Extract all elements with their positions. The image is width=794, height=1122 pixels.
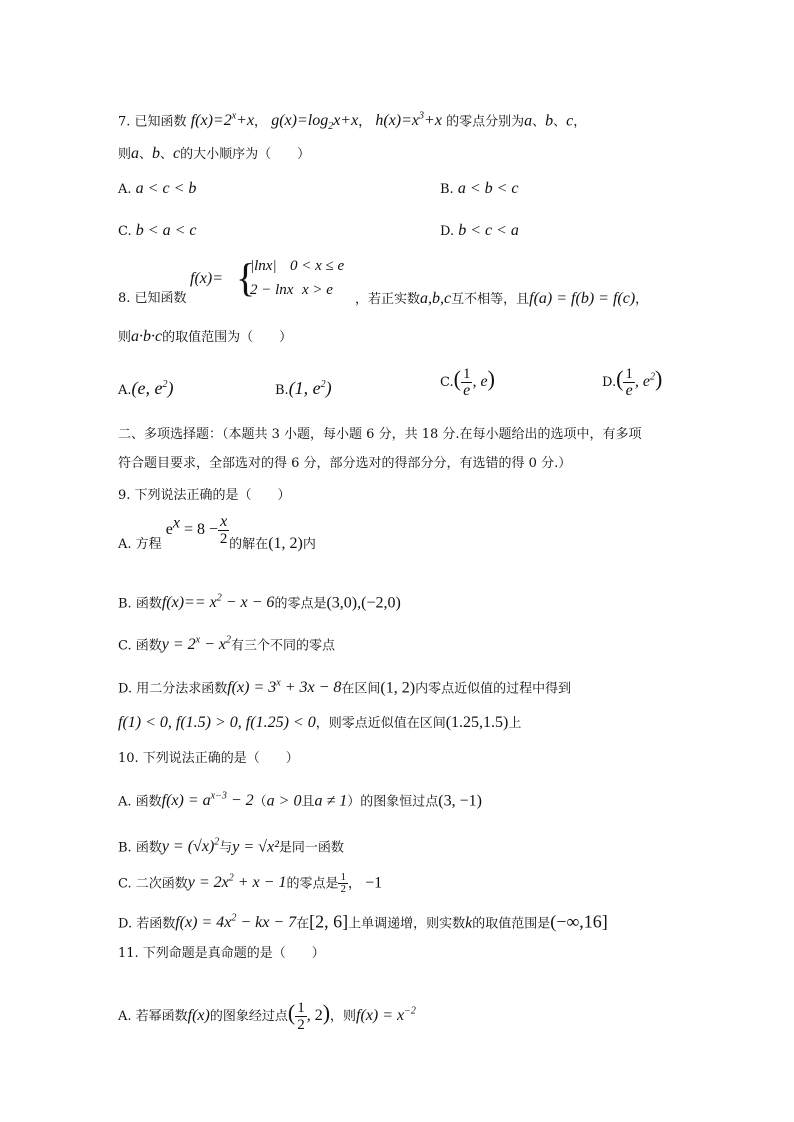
q8-piece1-expr: |lnx| xyxy=(250,258,277,274)
q8-piece2-cond: x > e xyxy=(302,282,333,298)
q7-mid: 的零点分别为 xyxy=(446,114,525,130)
q8-brace: { xyxy=(236,255,256,300)
q10-stem: 10. 下列说法正确的是（ ） xyxy=(118,751,299,766)
q7-stem-line2: 则a、b、c的大小顺序为（ ） xyxy=(118,145,311,162)
q8-option-d: D.( $\frac{1}{e}$ , $e^2$) xyxy=(602,366,663,399)
q9-option-d-line2: f(1) < 0, f(1.5) > 0, f(1.25) < 0，则零点近似值在区间(1.25,1.5)上 xyxy=(118,714,522,731)
q8-prefix: 8. 已知函数 xyxy=(118,291,187,306)
q7-prefix: 7. 已知函数 xyxy=(118,114,187,130)
q7-option-d: D. b < c < a xyxy=(440,222,519,239)
q8-f: f(x)= xyxy=(190,270,223,287)
q9-option-b: B. 函数$f(x)== x^2 - x - 6$的零点是(3,0),(−2,0) xyxy=(118,593,401,612)
q7-h-def: $h(x)=x^3+x$ xyxy=(375,111,442,130)
q9-option-a: A. 方程 $e^x = 8$ − $\frac{x}{2}$ 的解在(1, 2)内 xyxy=(118,513,316,552)
q8-option-b: B.(1, $e^2$) xyxy=(275,378,332,398)
section2-line1: 二、多项选择题：（本题共 3 小题，每小题 6 分，共 18 分.在每小题给出的选项中，有多项 xyxy=(118,427,642,442)
q8-stem-line2: 则a·b·c的取值范围为（ ） xyxy=(118,328,293,345)
q10-option-a: A. 函数$f(x) = a^{x-3} - 2(a > 0$且a ≠ 1）的图象恒过点(3, −1) xyxy=(118,791,482,810)
q7-stem-line: 7. 已知函数 $f(x)=2^x+x$， $g(x)=\log_2x+x$， $h(x)=x^3+x$ 的零点分别为a、b、c， xyxy=(118,111,587,133)
q8-option-a: A.(e, $e^2$) xyxy=(118,378,174,398)
q8-option-c: C.( $\frac{1}{e}$ , e) xyxy=(440,366,495,399)
q7-option-b: B. a < b < c xyxy=(440,180,519,197)
section2-line2: 符合题目要求，全部选对的得 6 分，部分选对的得部分分，有选错的得 0 分.） xyxy=(118,456,572,471)
q11-stem: 11. 下列命题是真命题的是（ ） xyxy=(118,946,325,961)
q8-piece1-cond: 0 < x ≤ e xyxy=(290,258,345,274)
q10-option-c: C. 二次函数$y = 2x^2 + x - 1$的零点是 $\frac{1}{2}$ ， −1 xyxy=(118,871,383,896)
q8-stem-tail: ，若正实数a,b,c互不相等，且f(a) = f(b) = f(c)， xyxy=(355,290,649,307)
q7-f-def: $f(x)=2^x+x$ xyxy=(190,111,255,130)
q7-option-a: A. a < c < b xyxy=(118,180,197,197)
q10-option-b: B. 函数$y = (√x)^2$与y = √x²是同一函数 xyxy=(118,837,344,856)
q9-option-d: D. 用二分法求函数$f(x) = 3^x + 3x - 8$在区间(1, 2)内零点近似值的过程中得到 xyxy=(118,678,572,697)
q11-option-a: A. 若幂函数f(x)的图象经过点( $\frac{1}{2}$ , 2)，则$f(x) = x^{-2}$ xyxy=(118,1000,416,1033)
q8-piece2-expr: 2 − lnx xyxy=(250,282,294,298)
q10-option-d: D. 若函数$f(x) = 4x^2$ − kx − 7在[2, 6]上单调递增，则实数k的取值范围是(−∞,16] xyxy=(118,911,608,932)
q7-option-c: C. b < a < c xyxy=(118,222,197,239)
q7-g-def: $g(x)=\log_2x+x$ xyxy=(271,112,359,133)
q9-stem: 9. 下列说法正确的是（ ） xyxy=(118,488,291,503)
q9-option-c: C. 函数$y = 2^x - x^2$有三个不同的零点 xyxy=(118,635,336,654)
